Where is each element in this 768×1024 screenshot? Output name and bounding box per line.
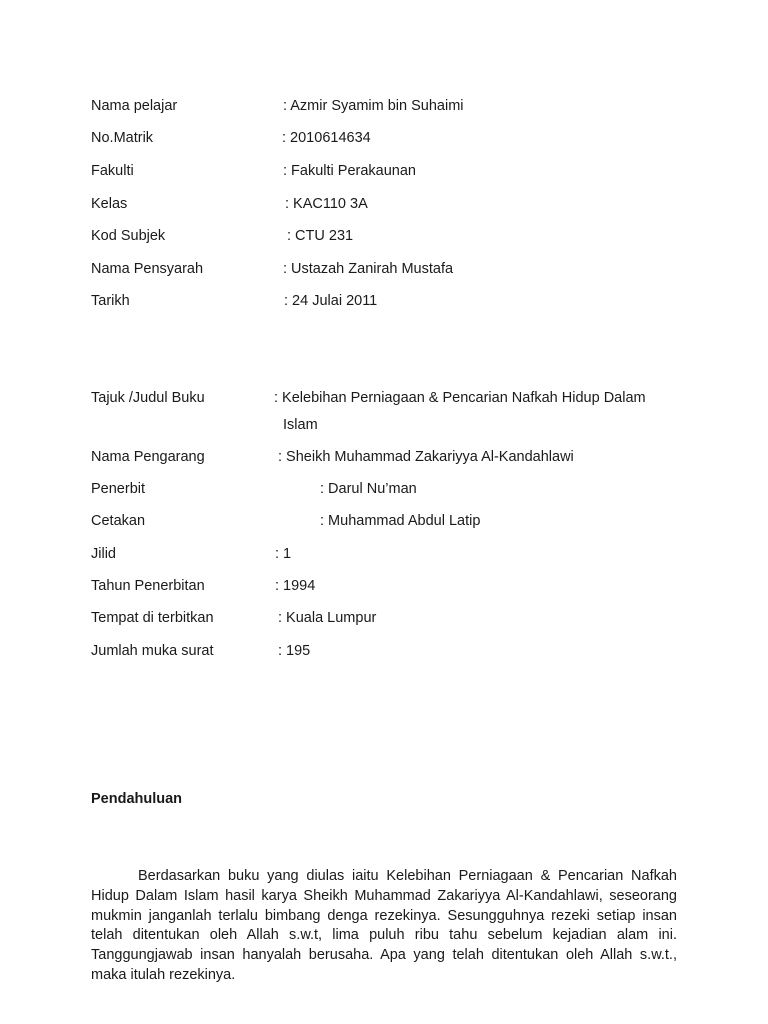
info-label: Kelas xyxy=(91,196,128,212)
book-value: : 195 xyxy=(278,643,311,659)
book-value: : Darul Nu’man xyxy=(320,481,417,497)
book-value: : 1994 xyxy=(275,578,316,594)
section-heading: Pendahuluan xyxy=(91,791,183,807)
info-value: : Azmir Syamim bin Suhaimi xyxy=(283,98,464,114)
info-value: : KAC110 3A xyxy=(285,196,368,212)
info-value: : 2010614634 xyxy=(282,130,371,146)
book-label: Jumlah muka surat xyxy=(91,643,214,659)
book-value: : Kuala Lumpur xyxy=(278,610,377,626)
book-value: : Muhammad Abdul Latip xyxy=(320,513,481,529)
book-label: Tahun Penerbitan xyxy=(91,578,205,594)
info-label: No.Matrik xyxy=(91,130,154,146)
book-value: : Kelebihan Perniagaan & Pencarian Nafkah Hidup Dalam xyxy=(274,390,646,406)
book-value: : Sheikh Muhammad Zakariyya Al-Kandahlawi xyxy=(278,449,574,465)
book-value-continued: Islam xyxy=(283,417,318,433)
book-label: Nama Pengarang xyxy=(91,449,205,465)
info-label: Fakulti xyxy=(91,163,134,179)
info-label: Nama pelajar xyxy=(91,98,178,114)
info-value: : CTU 231 xyxy=(287,228,354,244)
body-paragraph: Berdasarkan buku yang diulas iaitu Kelebihan Perniagaan & Pencarian Nafkah Hidup Dalam Islam hasil karya Sheikh Muhammad Zakariyya Al-Kandahlawi, seseorang mukmin janganlah terlalu bimbang denga rezekinya. Sesungguhnya rezeki setiap insan telah ditentukan oleh Allah s.w.t, lima puluh ribu tahu sebelum kejadian alam ini. Tanggungjawab insan hanyalah berusaha. Apa yang telah ditentukan oleh Allah s.w.t., maka itulah rezekinya. xyxy=(91,868,677,983)
info-label: Nama Pensyarah xyxy=(91,261,204,277)
info-value: : 24 Julai 2011 xyxy=(284,293,378,309)
book-label: Penerbit xyxy=(91,481,146,497)
info-label: Tarikh xyxy=(91,293,130,309)
book-label: Cetakan xyxy=(91,513,146,529)
info-value: : Ustazah Zanirah Mustafa xyxy=(283,261,454,277)
book-label: Tajuk /Judul Buku xyxy=(91,390,205,406)
info-label: Kod Subjek xyxy=(91,228,166,244)
book-label: Tempat di terbitkan xyxy=(91,610,214,626)
book-label: Jilid xyxy=(91,546,116,562)
info-value: : Fakulti Perakaunan xyxy=(283,163,416,179)
book-value: : 1 xyxy=(275,546,292,562)
